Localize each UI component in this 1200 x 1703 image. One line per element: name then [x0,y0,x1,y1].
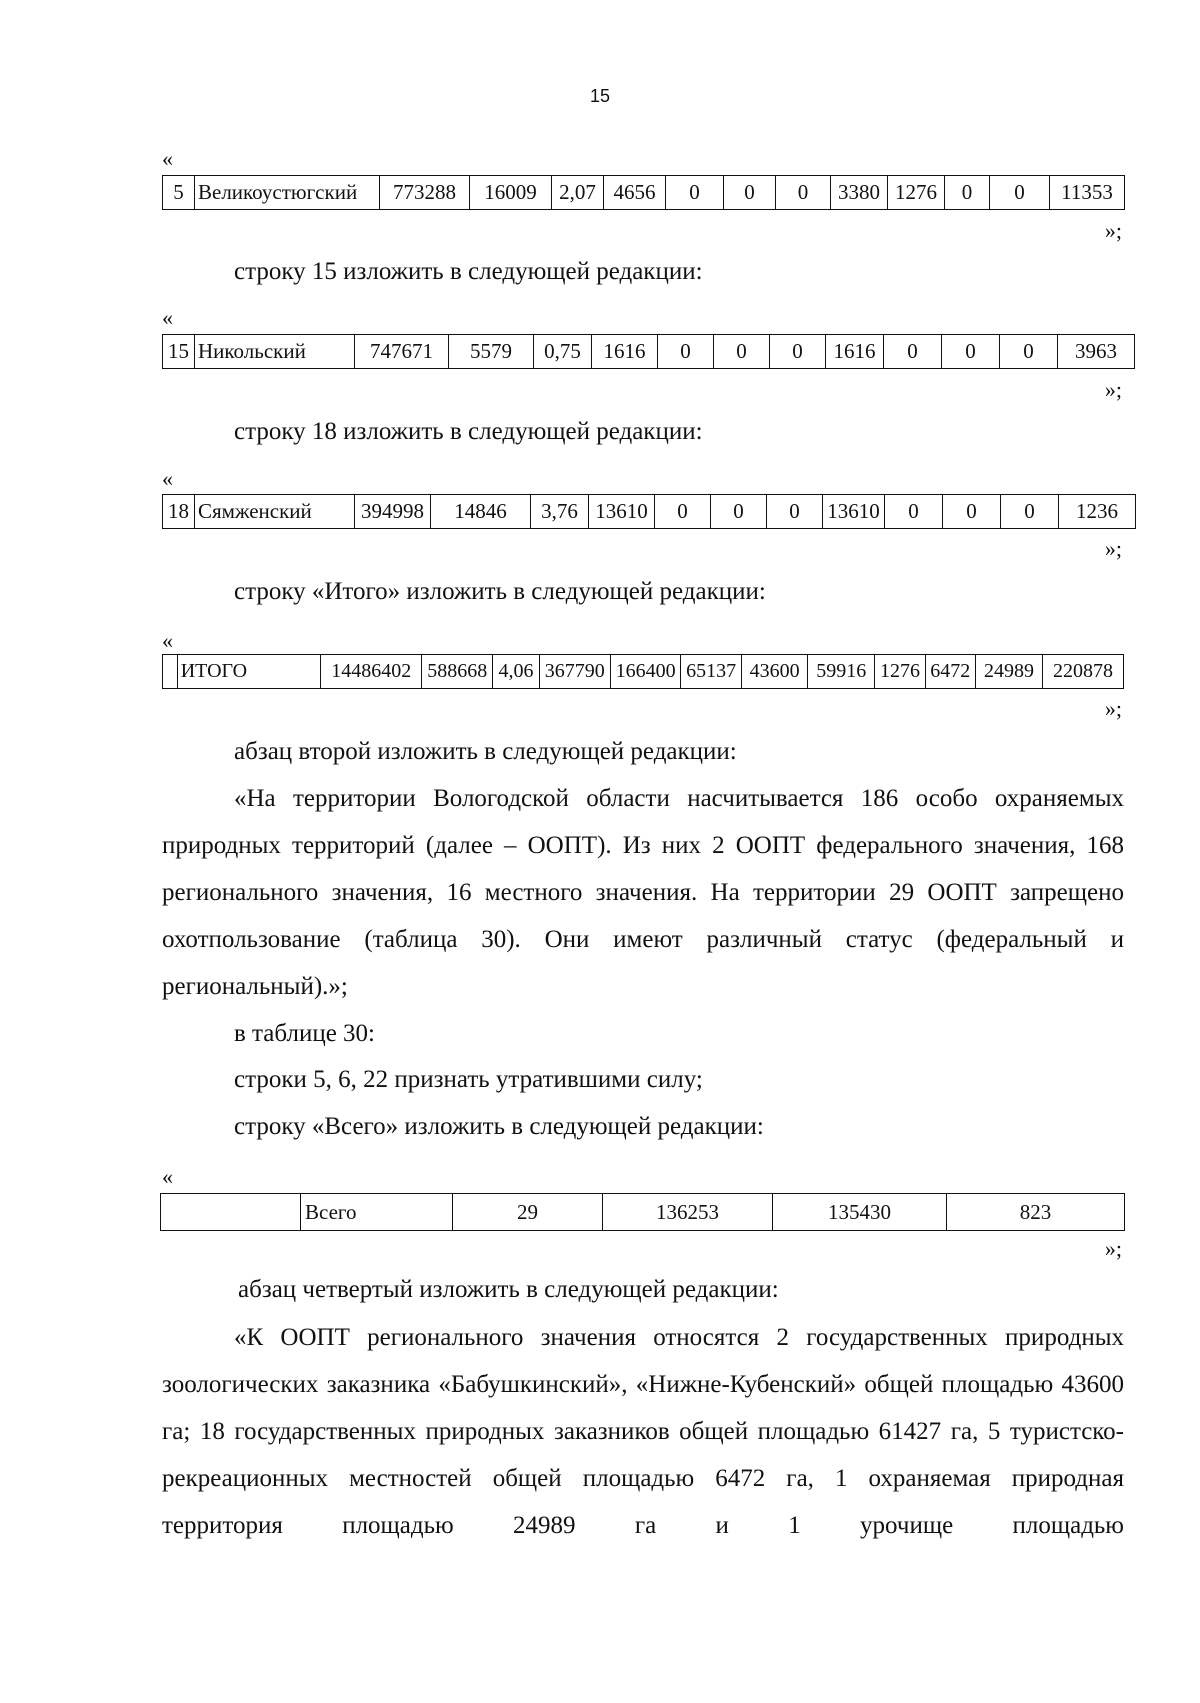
cell: 0 [714,335,770,369]
instruction-itogo: строку «Итого» изложить в следующей редакции: [234,578,766,605]
instruction-row15: строку 15 изложить в следующей редакции: [234,258,703,285]
cell: 65137 [681,655,742,689]
open-quote: « [162,466,173,491]
cell: 0 [1001,495,1059,529]
cell: 220878 [1043,655,1124,689]
cell: 6472 [925,655,975,689]
cell: 823 [947,1194,1125,1231]
cell: 0 [942,335,1000,369]
cell: 11353 [1050,176,1125,210]
close-quote: »; [1104,218,1122,243]
cell: 24989 [975,655,1042,689]
cell: ИТОГО [177,655,321,689]
paragraph-4-text: «К ООПТ регионального значения относятся 2 государственных природных зоологических заказника «Бабушкинский», «Нижне-Кубенский» общей площадью 43600 га; 18 государственных природных заказников общей площадью 61427 га, 5 туристско-рекреационных местностей общей площадью 6472 га, 1 охраняемая природная территория площадью 24989 га и 1 урочище площадью [162,1324,1124,1539]
cell: 3,76 [531,495,589,529]
page-number: 15 [589,86,611,106]
cell: 0 [655,495,711,529]
cell: 0 [666,176,724,210]
instruction-para4: абзац четвертый изложить в следующей редакции: [238,1276,779,1303]
close-quote: »; [1104,536,1122,561]
table-row-15 [162,334,1135,369]
cell: 747671 [355,335,449,369]
cell: 18 [163,495,195,529]
open-quote: « [162,1164,173,1189]
paragraph-4 [162,1314,1124,1549]
cell [161,1194,301,1231]
cell: 13610 [589,495,655,529]
cell: 1616 [592,335,658,369]
close-quote: »; [1104,1236,1122,1261]
cell: 15 [163,335,195,369]
table-row-5 [162,175,1125,210]
cell: 16009 [470,176,552,210]
cell: 135430 [773,1194,947,1231]
instruction-lost-force: строки 5, 6, 22 признать утратившими силу; [234,1066,703,1093]
cell: 0 [885,495,943,529]
table-row-vsego [160,1193,1125,1231]
cell: 14486402 [321,655,422,689]
cell: 3380 [831,176,888,210]
cell: 0,75 [534,335,592,369]
cell: 59916 [808,655,875,689]
cell: 0 [724,176,776,210]
cell: 1236 [1059,495,1136,529]
cell: 166400 [610,655,680,689]
close-quote: »; [1104,377,1122,402]
cell: 4,06 [493,655,539,689]
cell: Сямженский [195,495,355,529]
open-quote: « [162,146,173,171]
cell: 2,07 [552,176,604,210]
cell: 14846 [431,495,531,529]
cell: 5 [163,176,195,210]
cell: 0 [943,495,1001,529]
cell: 0 [658,335,714,369]
cell: 13610 [823,495,885,529]
instruction-para2: абзац второй изложить в следующей редакции: [234,738,737,765]
cell: 0 [776,176,831,210]
cell: 0 [770,335,826,369]
cell: 394998 [355,495,431,529]
cell: 773288 [380,176,470,210]
cell: 1616 [826,335,884,369]
cell: 0 [1000,335,1058,369]
cell: Никольский [195,335,355,369]
cell: Всего [301,1194,453,1231]
cell: 1276 [875,655,925,689]
table-row-itogo [162,654,1124,689]
cell: 0 [884,335,942,369]
cell: 1276 [888,176,945,210]
open-quote: « [162,628,173,653]
cell: 588668 [422,655,493,689]
cell: 3963 [1058,335,1135,369]
paragraph-2 [162,775,1124,1010]
cell: 5579 [449,335,534,369]
open-quote: « [162,305,173,330]
cell: 0 [945,176,990,210]
instruction-row18: строку 18 изложить в следующей редакции: [234,418,703,445]
cell: 29 [453,1194,603,1231]
cell: 0 [711,495,767,529]
instruction-vsego: строку «Всего» изложить в следующей редакции: [234,1113,764,1140]
paragraph-2-text: «На территории Вологодской области насчитывается 186 особо охраняемых природных территорий (далее – ООПТ). Из них 2 ООПТ федерального значения, 168 регионального значения, 16 местного значения. На территории 29 ООПТ запрещено охотпользование (таблица 30). Они имеют различный статус (федеральный и региональный).»; [162,785,1124,1000]
cell: Великоустюгский [195,176,380,210]
instruction-table30: в таблице 30: [234,1020,376,1047]
cell: 367790 [539,655,610,689]
close-quote: »; [1104,696,1122,721]
cell [163,655,178,689]
cell: 4656 [604,176,666,210]
cell: 0 [767,495,823,529]
cell: 43600 [742,655,808,689]
cell: 136253 [603,1194,773,1231]
cell: 0 [990,176,1050,210]
table-row-18 [162,494,1136,529]
